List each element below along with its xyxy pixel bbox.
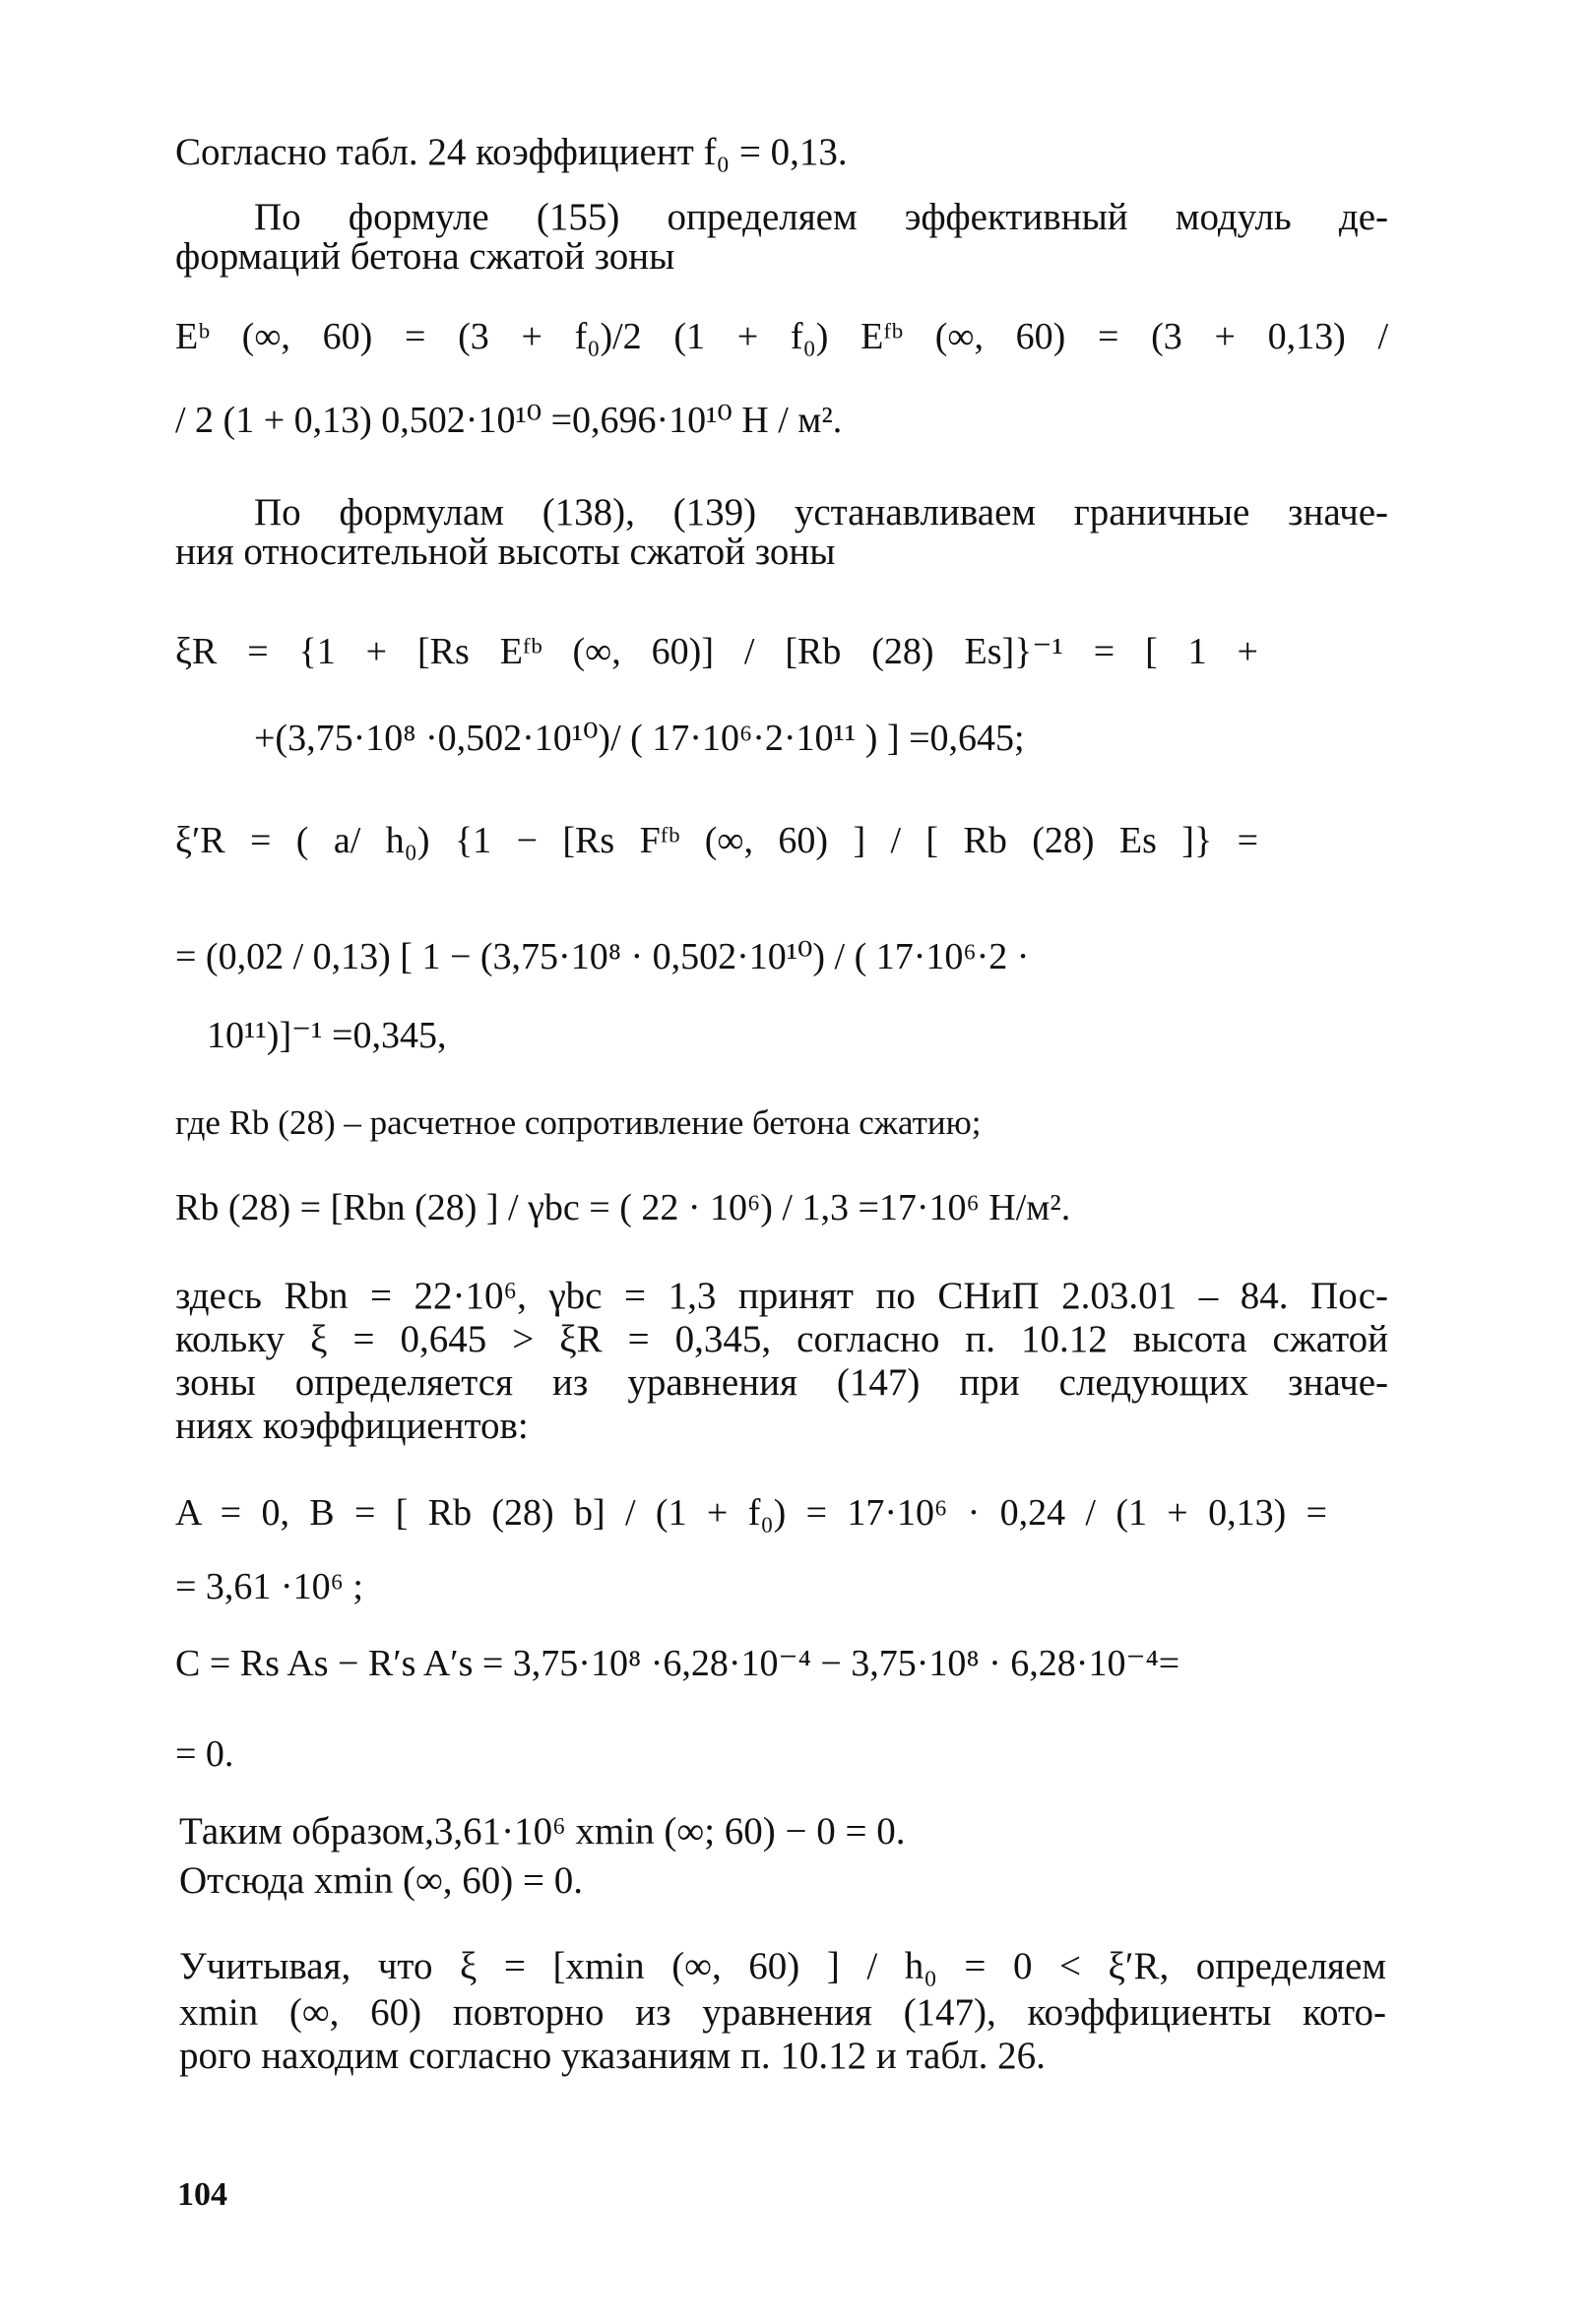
text-line-3: формаций бетона сжатой зоны <box>175 235 675 278</box>
equation-line-8: Rb (28) = [Rbn (28) ] / γbc = ( 22 · 10⁶) / 1,3 =17·10⁶ Н/м². <box>175 1187 1071 1228</box>
equation-line-12: = 0. <box>175 1733 234 1775</box>
text-line-2: По формуле (155) определяем эффективный модуль де- <box>254 196 1388 238</box>
text-line-11: Таким образом,3,61·10⁶ xmin (∞; 60) − 0 = 0. <box>179 1810 906 1853</box>
text-line-1: Согласно табл. 24 коэффициент f₀ = 0,13. <box>175 131 848 173</box>
equation-line-2: / 2 (1 + 0,13) 0,502·10¹⁰ =0,696·10¹⁰ Н / м². <box>175 400 843 441</box>
page-number: 104 <box>177 2176 227 2213</box>
equation-line-10: = 3,61 ·10⁶ ; <box>175 1566 363 1607</box>
equation-line-7: 10¹¹)]⁻¹ =0,345, <box>207 1015 447 1056</box>
equation-line-11: C = Rs As − R′s A′s = 3,75·10⁸ ·6,28·10⁻⁴ − 3,75·10⁸ · 6,28·10⁻⁴= <box>175 1643 1180 1684</box>
text-line-14: xmin (∞, 60) повторно из уравнения (147), коэффициенты кото- <box>179 1991 1386 2034</box>
text-line-7: здесь Rbn = 22·10⁶, γbc = 1,3 принят по СНиП 2.03.01 – 84. Пос- <box>175 1275 1388 1317</box>
equation-line-9: A = 0, B = [ Rb (28) b] / (1 + f₀) = 17·10⁶ · 0,24 / (1 + 0,13) = <box>175 1492 1327 1534</box>
text-line-8: кольку ξ = 0,645 > ξR = 0,345, согласно п. 10.12 высота сжатой <box>175 1318 1388 1360</box>
text-line-4: По формулам (138), (139) устанавливаем граничные значе- <box>254 491 1388 534</box>
text-line-9: зоны определяется из уравнения (147) при следующих значе- <box>175 1361 1388 1404</box>
text-line-12: Отсюда xmin (∞, 60) = 0. <box>179 1859 583 1902</box>
equation-line-5: ξ′R = ( a/ h₀) {1 − [Rs Fᶠᵇ (∞, 60) ] / [ Rb (28) Es ]} = <box>175 820 1258 861</box>
text-line-10: ниях коэффициентов: <box>175 1405 529 1447</box>
equation-line-4: +(3,75·10⁸ ·0,502·10¹⁰)/ ( 17·10⁶·2·10¹¹ ) ] =0,645; <box>254 718 1025 759</box>
equation-line-1: Eᵇ (∞, 60) = (3 + f₀)/2 (1 + f₀) Eᶠᵇ (∞, 60) = (3 + 0,13) / <box>175 316 1388 357</box>
text-line-6: где Rb (28) – расчетное сопротивление бетона сжатию; <box>175 1103 982 1142</box>
text-line-5: ния относительной высоты сжатой зоны <box>175 531 836 573</box>
text-line-13: Учитывая, что ξ = [xmin (∞, 60) ] / h₀ = 0 < ξ′R, определяем <box>179 1945 1386 1987</box>
equation-line-3: ξR = {1 + [Rs Eᶠᵇ (∞, 60)] / [Rb (28) Es]}⁻¹ = [ 1 + <box>175 631 1258 672</box>
text-line-15: рого находим согласно указаниям п. 10.12 и табл. 26. <box>179 2035 1046 2077</box>
equation-line-6: = (0,02 / 0,13) [ 1 − (3,75·10⁸ · 0,502·10¹⁰) / ( 17·10⁶·2 · <box>175 936 1030 977</box>
